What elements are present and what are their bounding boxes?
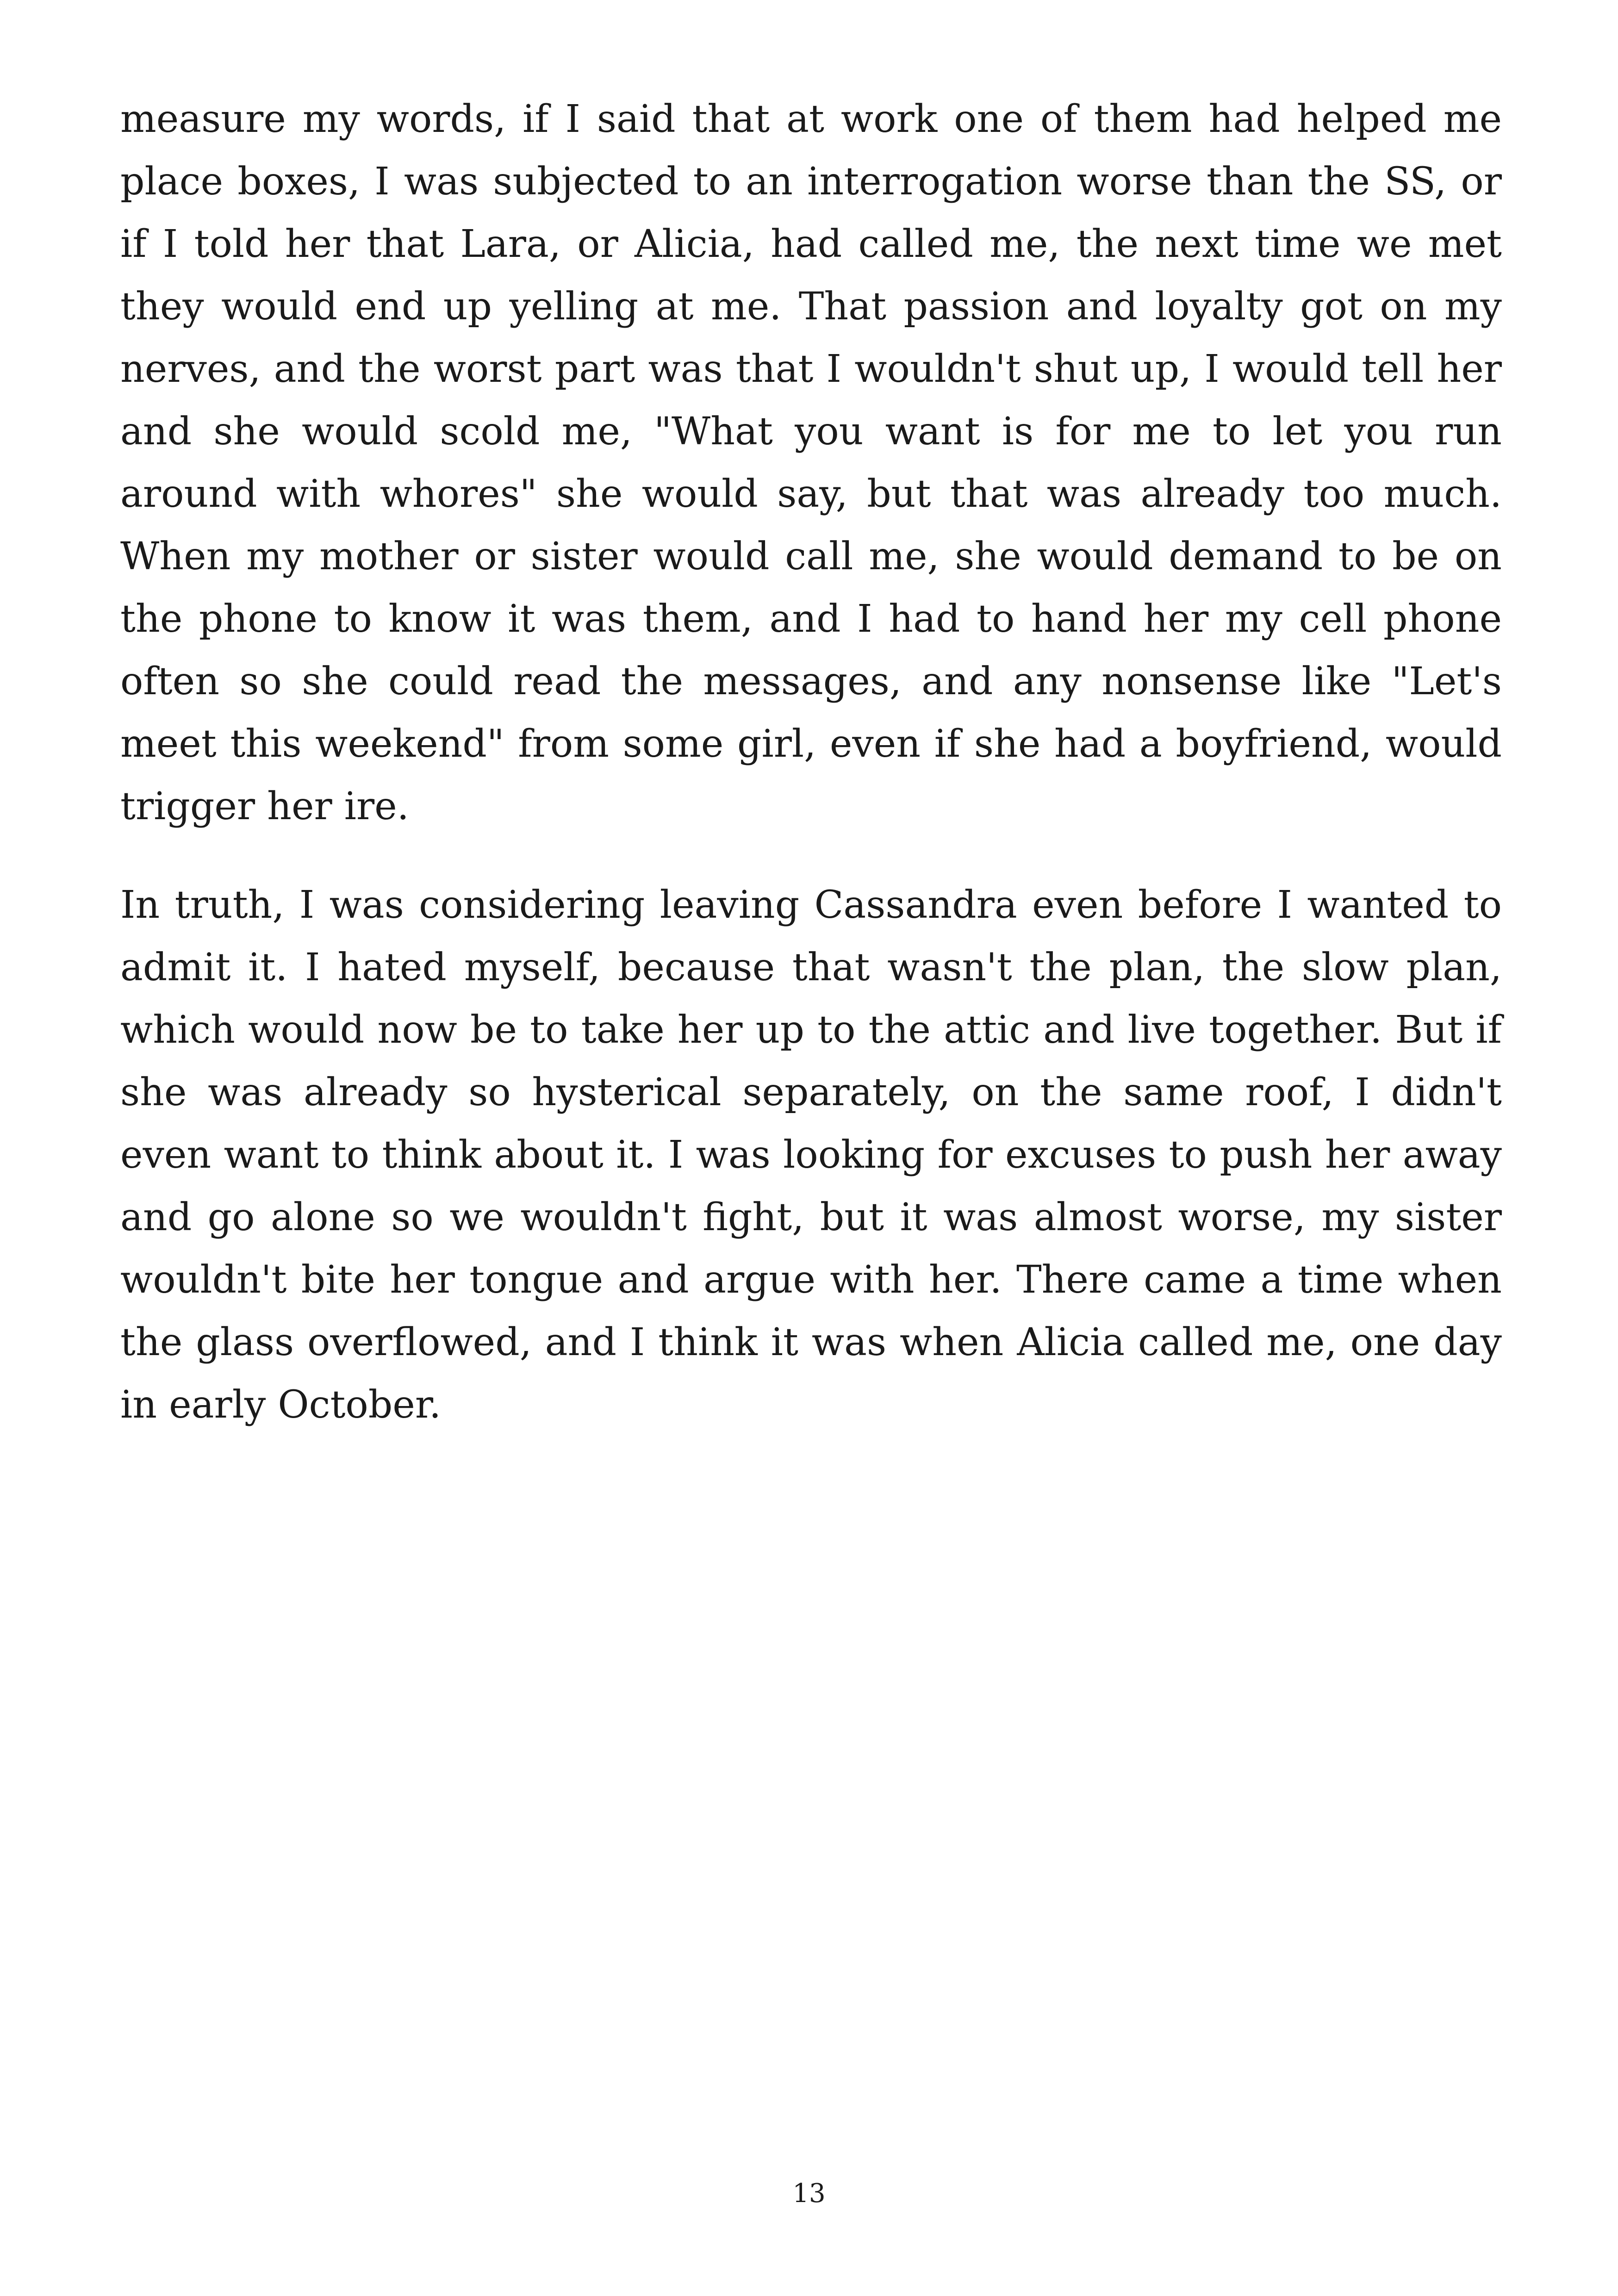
paragraph: measure my words, if I said that at work one of them had helped me place boxes, I was subjected to an interrogation worse than the SS, or if I told her that Lara, or Alicia, had called me, the next time we met they would end up yelling at me. That passion and loyalty got on my nerves, and the worst part was that I wouldn't shut up, I would tell her and she would scold me, "What you want is for me to let you run around with whores" she would say, but that was already too much. When my mother or sister would call me, she would demand to be on the phone to know it was them, and I had to hand her my cell phone often so she could read the messages, and any nonsense like "Let's meet this weekend" from some girl, even if she had a boyfriend, would trigger her ire. [120, 97, 1502, 828]
page-number: 13 [792, 2178, 826, 2209]
paragraph: In truth, I was considering leaving Cassandra even before I wanted to admit it. I hated myself, because that wasn't the plan, the slow plan, which would now be to take her up to the attic and live together. But if she was already so hysterical separately, on the same roof, I didn't even want to think about it. I was looking for excuses to push her away and go alone so we wouldn't fight, but it was almost worse, my sister wouldn't bite her tongue and argue with her. There came a time when the glass overflowed, and I think it was when Alicia called me, one day in early October. [120, 883, 1502, 1427]
body-text [120, 88, 1502, 1436]
